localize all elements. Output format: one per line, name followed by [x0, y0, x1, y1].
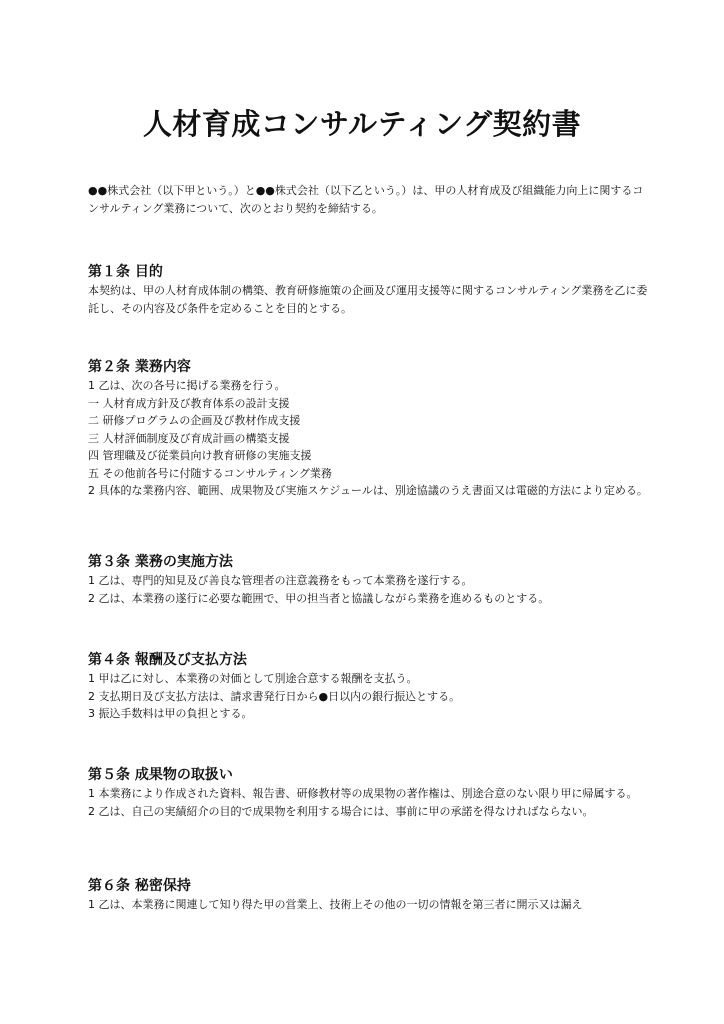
- article-line: 1 乙は、次の各号に掲げる業務を行う。: [88, 379, 286, 392]
- article-line: 1 甲は乙に対し、本業務の対価として別途合意する報酬を支払う。: [88, 672, 418, 685]
- document-title: 人材育成コンサルティング契約書: [142, 107, 582, 141]
- article-line: 1 乙は、本業務に関連して知り得た甲の営業上、技術上その他の一切の情報を第三者に開示又は漏え: [88, 898, 583, 911]
- article-line: 2 支払期日及び支払方法は、請求書発行日から●日以内の銀行振込とする。: [88, 689, 461, 703]
- article-5-deliverables: [88, 765, 648, 820]
- article-6-confidentiality: [88, 876, 648, 914]
- article-line: 3 振込手数料は甲の負担とする。: [88, 707, 253, 720]
- article-heading: 第６条 秘密保持: [88, 878, 191, 894]
- article-heading: 第４条 報酬及び支払方法: [88, 652, 247, 668]
- article-heading: 第２条 業務内容: [88, 359, 191, 375]
- article-line: 四 管理職及び従業員向け教育研修の実施支援: [88, 449, 312, 462]
- article-line: 2 乙は、自己の実績紹介の目的で成果物を利用する場合には、事前に甲の承諾を得なければならない。: [88, 804, 594, 818]
- article-line: 1 本業務により作成された資料、報告書、研修教材等の成果物の著作権は、別途合意のない限り甲に帰属する。: [88, 787, 638, 800]
- article-4-payment: [88, 650, 648, 723]
- article-3-method: [88, 552, 648, 607]
- article-2-scope: [88, 357, 648, 500]
- article-line: 2 乙は、本業務の遂行に必要な範囲で、甲の担当者と協議しながら業務を進めるものとする。: [88, 591, 550, 605]
- article-line: 2 具体的な業務内容、範囲、成果物及び実施スケジュールは、別途協議のうえ書面又は電磁的方法により定める。: [88, 484, 648, 497]
- article-heading: 第５条 成果物の取扱い: [88, 767, 233, 783]
- article-heading: 第３条 業務の実施方法: [88, 554, 233, 570]
- intro-paragraph: ●●株式会社（以下甲という。）と●●株式会社（以下乙という。）は、甲の人材育成及び組織能力向上に関するコンサルティング業務について、次のとおり契約を締結する。: [88, 184, 644, 215]
- article-heading: 第１条 目的: [88, 264, 163, 280]
- article-line: 1 乙は、専門的知見及び善良な管理者の注意義務をもって本業務を遂行する。: [88, 574, 473, 587]
- article-line: 五 その他前各号に付随するコンサルティング業務: [88, 466, 332, 480]
- article-line: 本契約は、甲の人材育成体制の構築、教育研修施策の企画及び運用支援等に関するコンサルティング業務を乙に委託し、その内容及び条件を定めることを目的とする。: [88, 284, 648, 315]
- article-line: 三 人材評価制度及び育成計画の構築支援: [88, 431, 290, 445]
- article-1-purpose: [88, 262, 648, 317]
- article-line: 二 研修プログラムの企画及び教材作成支援: [88, 414, 301, 427]
- article-line: 一 人材育成方針及び教育体系の設計支援: [88, 396, 290, 410]
